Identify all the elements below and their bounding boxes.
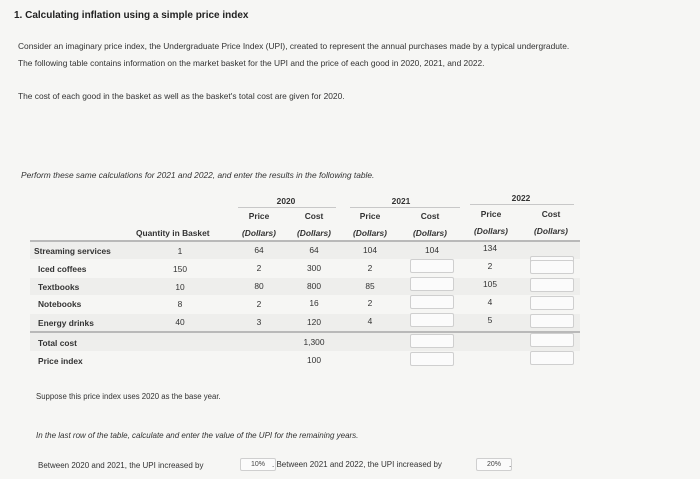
price-index-2020: 100 — [307, 355, 321, 365]
increase-2021-2022-input[interactable] — [476, 458, 512, 471]
qty-streaming: 1 — [177, 246, 183, 256]
cost-2022-notebooks-input[interactable] — [530, 296, 574, 310]
total-cost-2021-input[interactable] — [410, 334, 454, 348]
price-2020-iced-coffees: 2 — [256, 263, 262, 273]
price-2020-header: Price — [248, 211, 270, 221]
unit-header: (Dollars) — [534, 226, 568, 236]
perform-text: Perform these same calculations for 2021 and 2022, and enter the results in the following table. — [21, 170, 375, 180]
price-2021-header: Price — [359, 211, 381, 221]
base-year-note: Suppose this price index uses 2020 as the base year. — [36, 392, 221, 401]
cost-2021-energy-drinks-input[interactable] — [410, 313, 454, 327]
last-row-note: In the last row of the table, calculate and enter the value of the UPI for the remaining years. — [36, 431, 359, 440]
cost-2022-header: Cost — [541, 209, 561, 219]
cost-2020-streaming: 64 — [309, 245, 319, 255]
unit-header: (Dollars) — [413, 228, 447, 238]
price-2022-notebooks: 4 — [487, 297, 493, 307]
cost-2022-textbooks-input[interactable] — [530, 278, 574, 292]
unit-header: (Dollars) — [242, 228, 276, 238]
cost-2020-notebooks: 16 — [309, 298, 319, 308]
intro-line-1: Consider an imaginary price index, the Undergraduate Price Index (UPI), created to represent the annual purchases made by a typical undergradute. — [18, 41, 570, 51]
between-2020-2021-label: Between 2020 and 2021, the UPI increased by — [38, 461, 204, 470]
cost-2022-energy-drinks-input[interactable] — [530, 314, 574, 328]
price-2021-iced-coffees: 2 — [367, 263, 373, 273]
total-cost-2020: 1,300 — [303, 337, 325, 347]
row-label-textbooks: Textbooks — [38, 282, 80, 292]
price-2022-header: Price — [480, 209, 502, 219]
row-label-price-index: Price index — [38, 356, 83, 366]
row-label-iced-coffees: Iced coffees — [38, 264, 87, 274]
year-2020-header: 2020 — [276, 196, 296, 206]
cost-2021-textbooks-input[interactable] — [410, 277, 454, 291]
price-2021-textbooks: 85 — [365, 281, 375, 291]
price-2021-notebooks: 2 — [367, 298, 373, 308]
row-label-total-cost: Total cost — [38, 338, 77, 348]
price-2021-energy-drinks: 4 — [367, 316, 373, 326]
price-2020-streaming: 64 — [254, 245, 264, 255]
price-index-2021-input[interactable] — [410, 352, 454, 366]
qty-energy-drinks: 40 — [175, 317, 185, 327]
between-2021-2022-label: . Between 2021 and 2022, the UPI increased by — [272, 460, 442, 469]
price-2022-streaming: 134 — [483, 243, 497, 253]
cost-2021-streaming: 104 — [425, 245, 439, 255]
unit-header: (Dollars) — [474, 226, 508, 236]
cost-2020-textbooks: 800 — [307, 281, 321, 291]
cost-2021-iced-coffees-input[interactable] — [410, 259, 454, 273]
row-label-energy-drinks: Energy drinks — [38, 318, 94, 328]
quantity-header: Quantity in Basket — [136, 228, 210, 238]
price-index-2022-input[interactable] — [530, 351, 574, 365]
qty-textbooks: 10 — [175, 282, 185, 292]
qty-iced-coffees: 150 — [173, 264, 187, 274]
cost-2020-energy-drinks: 120 — [307, 317, 321, 327]
price-2020-notebooks: 2 — [256, 299, 262, 309]
page-title: 1. Calculating inflation using a simple price index — [14, 10, 249, 21]
year-2022-header: 2022 — [511, 193, 531, 203]
price-2022-energy-drinks: 5 — [487, 315, 493, 325]
cost-given-text: The cost of each good in the basket as well as the basket's total cost are given for 2020. — [18, 91, 345, 101]
price-2020-energy-drinks: 3 — [256, 317, 262, 327]
cost-2020-iced-coffees: 300 — [307, 263, 321, 273]
qty-notebooks: 8 — [177, 299, 183, 309]
unit-header: (Dollars) — [353, 228, 387, 238]
price-2022-textbooks: 105 — [483, 279, 497, 289]
cost-2021-notebooks-input[interactable] — [410, 295, 454, 309]
price-2022-iced-coffees: 2 — [487, 261, 493, 271]
row-label-streaming: Streaming services — [34, 246, 111, 256]
unit-header: (Dollars) — [297, 228, 331, 238]
row-label-notebooks: Notebooks — [38, 299, 82, 309]
cost-2021-header: Cost — [420, 211, 440, 221]
period-text: . — [509, 460, 512, 469]
price-2021-streaming: 104 — [363, 245, 377, 255]
increase-2020-2021-input[interactable] — [240, 458, 276, 471]
cost-2022-iced-coffees-input[interactable] — [530, 260, 574, 274]
intro-line-2: The following table contains information on the market basket for the UPI and the price of each good in 2020, 2021, and 2022. — [18, 58, 485, 68]
cost-2020-header: Cost — [304, 211, 324, 221]
year-2021-header: 2021 — [391, 196, 411, 206]
price-2020-textbooks: 80 — [254, 281, 264, 291]
total-cost-2022-input[interactable] — [530, 333, 574, 347]
